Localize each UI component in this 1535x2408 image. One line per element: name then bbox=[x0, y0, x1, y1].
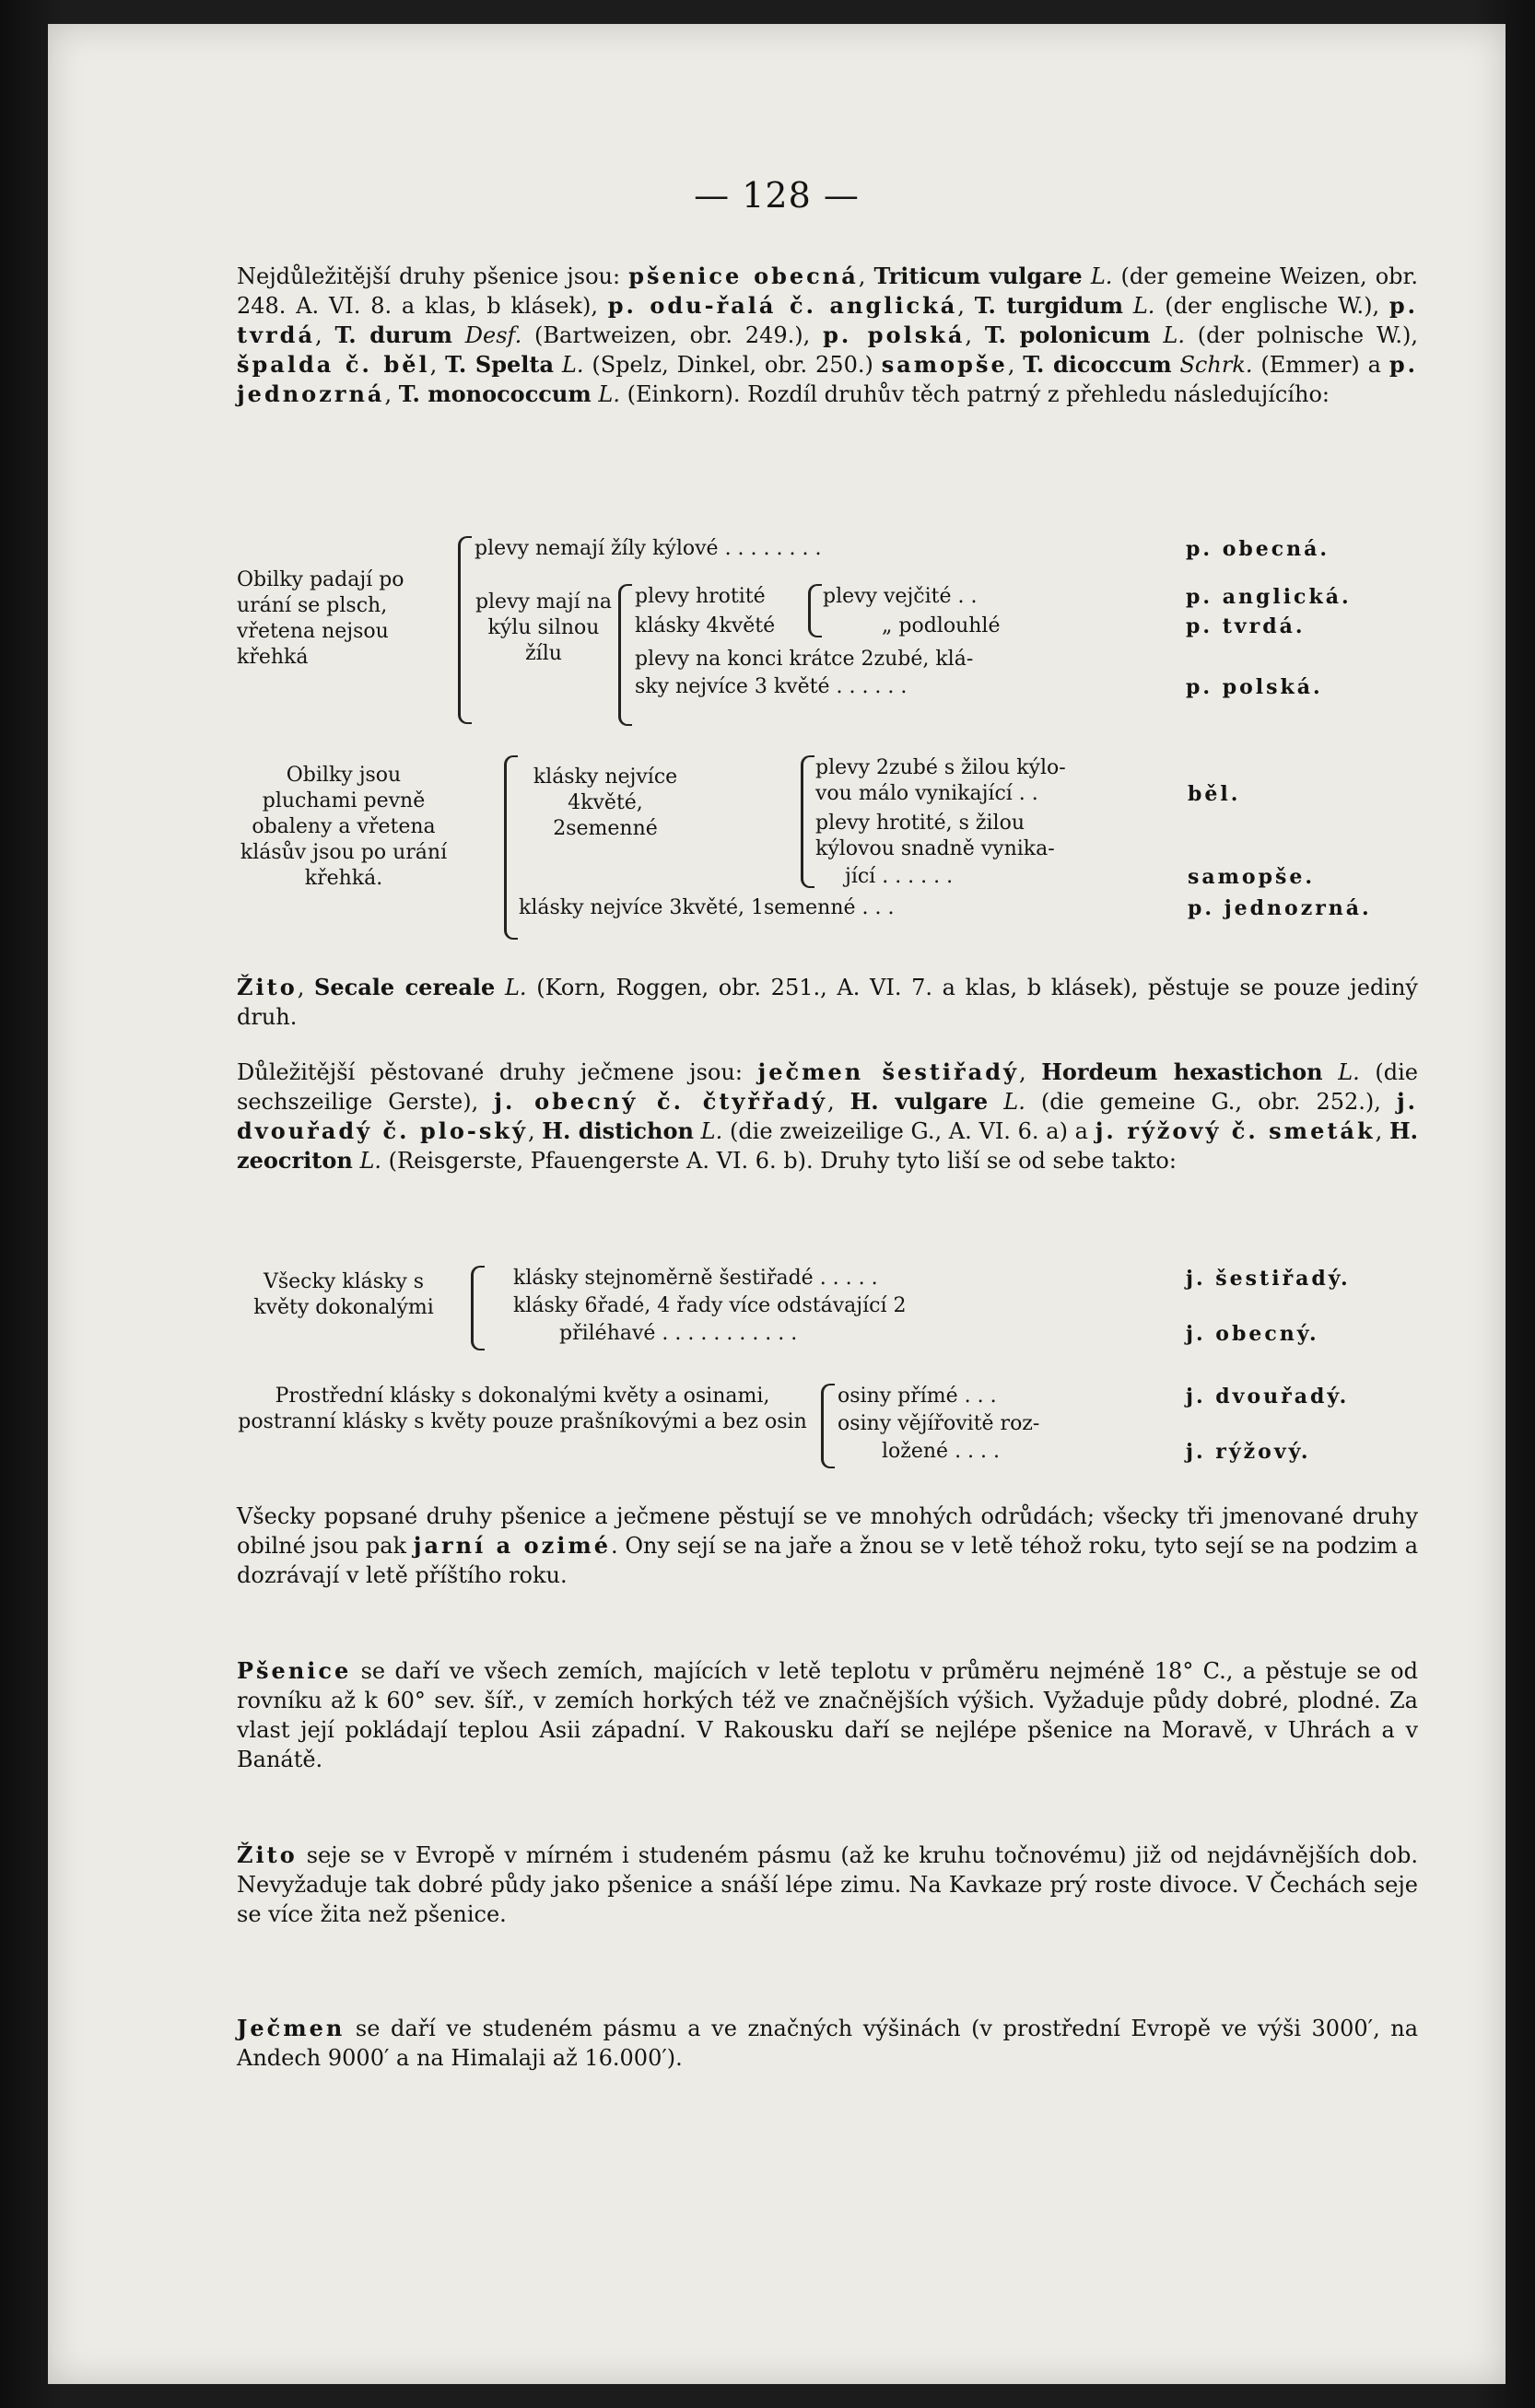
table-left-label: Prostřední klásky s dokonalými květy a osinami, postranní klásky s květy pouze prašníkovými a bez osin bbox=[238, 1385, 807, 1433]
paragraph-rye bbox=[237, 973, 1418, 1032]
text-run: j. obecný č. čtyřřadý bbox=[494, 1088, 827, 1115]
barley-key-table-2 bbox=[237, 1384, 1425, 1476]
table-row: osiny vějířovitě roz- bbox=[838, 1412, 1040, 1435]
text-run: T. durum bbox=[334, 321, 452, 348]
text-run: (die gemeine G., obr. 252.), bbox=[1025, 1089, 1397, 1115]
text-run: L. bbox=[598, 381, 620, 407]
table-result: běl. bbox=[1188, 782, 1241, 806]
brace bbox=[618, 584, 632, 726]
text-run: , bbox=[527, 1118, 543, 1144]
paragraph-text bbox=[237, 1656, 1418, 1774]
text-run: L. bbox=[1090, 263, 1113, 289]
text-run bbox=[554, 352, 562, 378]
text-run: H. vulgare bbox=[850, 1088, 989, 1115]
text-run bbox=[694, 1118, 701, 1144]
text-run bbox=[1323, 1059, 1339, 1085]
table-mid-label: klásky nejvíce 4květé, 2semenné bbox=[533, 766, 678, 840]
page-number: — 128 — bbox=[694, 175, 860, 216]
text-run: (Korn, Roggen, obr. 251., A. VI. 7. a klas, b klásek), pěstuje se pouze jediný druh. bbox=[237, 975, 1418, 1030]
text-run: L. bbox=[1003, 1089, 1025, 1115]
text-run: Pšenice bbox=[237, 1657, 352, 1684]
paragraph-text bbox=[237, 2014, 1418, 2073]
text-run: T. polonicum bbox=[984, 321, 1151, 348]
text-run: samopše bbox=[881, 351, 1008, 378]
brace bbox=[471, 1266, 485, 1350]
table-row: osiny přímé . . . bbox=[838, 1385, 997, 1408]
table-result: samopše. bbox=[1188, 865, 1316, 889]
text-run: (Spelz, Dinkel, obr. 250.) bbox=[583, 352, 882, 378]
text-run: L. bbox=[504, 975, 527, 1000]
table-left-label: Obilky jsou pluchami pevně obaleny a vřetena klásův jsou po urání křehká. bbox=[240, 764, 448, 890]
text-run: se daří ve studeném pásmu a ve značných výšinách (v prostřední Evropě ve výši 3000′, na Andech 9000′ a na Himalaji až 16.000′). bbox=[237, 2016, 1418, 2071]
text-run: T. monococcum bbox=[398, 380, 592, 407]
text-run: , bbox=[384, 381, 399, 407]
text-run: L. bbox=[359, 1148, 382, 1174]
text-run: Ječmen bbox=[237, 2015, 346, 2041]
table-row: plevy 2zubé s žilou kýlo- bbox=[815, 756, 1066, 779]
text-run: (die sechszeilige Gerste), bbox=[237, 1059, 1418, 1115]
table-row: plevy na konci krátce 2zubé, klá- bbox=[635, 648, 974, 671]
text-run: (Bartweizen, obr. 249.), bbox=[521, 322, 824, 348]
text-run: T. dicoccum bbox=[1023, 351, 1172, 378]
text-run: pšenice obecná bbox=[628, 263, 859, 289]
text-run bbox=[1151, 322, 1164, 348]
text-run: H. distichon bbox=[542, 1117, 694, 1144]
text-run: Secale cereale bbox=[314, 974, 496, 1000]
brace bbox=[504, 755, 518, 940]
table-row: plevy nemají žíly kýlové . . . . . . . . bbox=[475, 537, 822, 560]
text-run bbox=[988, 1089, 1003, 1115]
table-row: klásky nejvíce 3květé, 1semenné . . . bbox=[519, 896, 895, 919]
paragraph-text bbox=[237, 973, 1418, 1032]
table-row: sky nejvíce 3 květé . . . . . . bbox=[635, 675, 908, 698]
text-run: špalda č. běl bbox=[237, 351, 430, 378]
text-run bbox=[1083, 263, 1091, 289]
text-run: Desf. bbox=[464, 322, 522, 348]
brace bbox=[458, 536, 472, 724]
text-run: ječmen šestiřadý bbox=[757, 1058, 1019, 1085]
paragraph-wheat-growth bbox=[237, 1656, 1418, 1774]
text-run: , bbox=[826, 1089, 850, 1115]
text-run: seje se v Evropě v mírném i studeném pásmu (až ke kruhu točnovému) již od nejdávnějších dob. Nevyžaduje tak dobré půdy jako pšenice a snáší lépe zimu. Na Kavkaze prý roste divoce. V Čechách seje se více žita než pšenice. bbox=[237, 1842, 1418, 1927]
text-run: (die zweizeilige G., A. VI. 6. a) a bbox=[722, 1118, 1096, 1144]
text-run: p. jednozrná bbox=[237, 351, 1418, 407]
table-result: p. tvrdá. bbox=[1186, 614, 1306, 638]
brace bbox=[801, 755, 814, 888]
text-run: , bbox=[965, 322, 985, 348]
text-run: L. bbox=[561, 352, 584, 378]
brace bbox=[821, 1384, 835, 1468]
table-row: klásky stejnoměrně šestiřadé . . . . . bbox=[513, 1267, 878, 1290]
table-row: plevy hrotité, s žilou bbox=[815, 812, 1025, 835]
text-run bbox=[1123, 293, 1133, 319]
text-run: Hordeum hexastichon bbox=[1041, 1058, 1323, 1085]
table-result: j. rýžový. bbox=[1186, 1440, 1311, 1464]
text-run bbox=[452, 322, 465, 348]
text-run: (Emmer) a bbox=[1252, 352, 1389, 378]
text-run: , bbox=[297, 975, 315, 1000]
table-result: p. polská. bbox=[1186, 675, 1323, 699]
table-row: ložené . . . . bbox=[882, 1440, 1001, 1463]
text-run: (Reisgerste, Pfauengerste A. VI. 6. b). Druhy tyto liší se od sebe takto: bbox=[381, 1148, 1177, 1174]
table-left-label: Obilky padají po urání se plsch, vřetena nejsou křehká bbox=[237, 568, 404, 669]
table-row: plevy vejčité . . bbox=[823, 585, 978, 608]
text-run: , bbox=[858, 263, 874, 289]
paragraph-text bbox=[237, 1841, 1418, 1929]
table-result: p. anglická. bbox=[1186, 585, 1352, 609]
text-run: T. turgidum bbox=[974, 292, 1124, 319]
text-run: Žito bbox=[237, 974, 298, 1000]
table-row: přiléhavé . . . . . . . . . . . bbox=[559, 1322, 798, 1345]
table-row: klásky 6řadé, 4 řady více odstávající 2 bbox=[513, 1294, 907, 1317]
paragraph-rye-growth bbox=[237, 1841, 1418, 1929]
text-run: Všecky popsané druhy pšenice a ječmene pěstují se ve mnohých odrůdách; všecky tři jmenované druhy obilné jsou pak bbox=[237, 1503, 1418, 1559]
text-run: Nejdůležitější druhy pšenice jsou: bbox=[237, 263, 629, 289]
table-mid-label: plevy mají na kýlu silnou žílu bbox=[475, 590, 613, 665]
table-result: j. dvouřadý. bbox=[1186, 1385, 1350, 1409]
wheat-key-table-2 bbox=[237, 755, 1425, 958]
text-run: p. odu-řalá č. anglická bbox=[607, 292, 958, 319]
text-run: , bbox=[1018, 1059, 1042, 1085]
table-result: p. jednozrná. bbox=[1188, 896, 1372, 920]
text-run: L. bbox=[1132, 293, 1155, 319]
text-run: jarní a ozimé bbox=[413, 1532, 612, 1559]
barley-key-table-1 bbox=[237, 1266, 1425, 1358]
paragraph-barley-growth bbox=[237, 2014, 1418, 2073]
table-row: jící . . . . . . bbox=[845, 865, 954, 888]
table-left-label: Všecky klásky s květy dokonalými bbox=[253, 1270, 434, 1319]
text-run: H. zeocriton bbox=[237, 1117, 1419, 1174]
text-run: L. bbox=[1163, 322, 1185, 348]
book-page bbox=[48, 24, 1506, 2384]
table-row: klásky 4květé bbox=[635, 614, 776, 637]
text-run: (der polnische W.), bbox=[1184, 322, 1419, 348]
text-run: j. dvouřadý č. plo-ský bbox=[237, 1088, 1418, 1144]
text-run: (der englische W.), bbox=[1154, 293, 1389, 319]
table-result: p. obecná. bbox=[1186, 537, 1330, 561]
text-run: T. Spelta bbox=[445, 351, 555, 378]
table-result: j. obecný. bbox=[1186, 1322, 1319, 1346]
paragraph-text bbox=[237, 1058, 1418, 1175]
paragraph-text bbox=[237, 262, 1418, 409]
paragraph-barley-species bbox=[237, 1058, 1418, 1175]
text-run: , bbox=[429, 352, 446, 378]
text-run: Schrk. bbox=[1179, 352, 1253, 378]
text-run: j. rýžový č. smeták bbox=[1095, 1117, 1376, 1144]
table-row: plevy hrotité bbox=[635, 585, 766, 608]
paragraph-wheat-species bbox=[237, 262, 1418, 409]
text-run: p. polská bbox=[823, 321, 966, 348]
table-row: kýlovou snadně vynika- bbox=[815, 837, 1055, 860]
text-run: L. bbox=[700, 1118, 723, 1144]
paragraph-varieties bbox=[237, 1502, 1418, 1590]
wheat-key-table-1 bbox=[237, 536, 1425, 733]
text-run: Důležitější pěstované druhy ječmene jsou: bbox=[237, 1059, 758, 1085]
text-run: p. tvrdá bbox=[237, 292, 1418, 348]
text-run: (der gemeine Weizen, obr. 248. A. VI. 8. a klas, b klásek), bbox=[237, 263, 1418, 319]
table-result: j. šestiřadý. bbox=[1186, 1267, 1351, 1291]
text-run: Triticum vulgare bbox=[873, 263, 1083, 289]
text-run: L. bbox=[1338, 1059, 1360, 1085]
text-run: Žito bbox=[237, 1841, 298, 1868]
text-run: , bbox=[315, 322, 335, 348]
text-run: , bbox=[1375, 1118, 1389, 1144]
paragraph-text bbox=[237, 1502, 1418, 1590]
text-run: (Einkorn). Rozdíl druhův těch patrný z přehledu následujícího: bbox=[619, 381, 1330, 407]
table-row: „ podlouhlé bbox=[882, 614, 1001, 637]
text-run: , bbox=[1007, 352, 1024, 378]
text-run: , bbox=[957, 293, 975, 319]
brace bbox=[808, 584, 822, 637]
text-run bbox=[495, 975, 505, 1000]
text-run: . Ony sejí se na jaře a žnou se v letě téhož roku, tyto sejí se na podzim a dozrávají v letě příštího roku. bbox=[237, 1533, 1418, 1588]
text-run: se daří ve všech zemích, majících v letě teplotu v průměru nejméně 18° C., a pěstuje se od rovníku až k 60° sev. šíř., v zemích horkých též ve značnějších výšich. Vyžaduje půdy dobré, plodné. Za vlast její pokládají teplou Asii západní. V Rakousku daří se nejlépe pšenice na Moravě, v Uhrách a v Banátě. bbox=[237, 1658, 1418, 1772]
table-row: vou málo vynikající . . bbox=[815, 782, 1038, 805]
